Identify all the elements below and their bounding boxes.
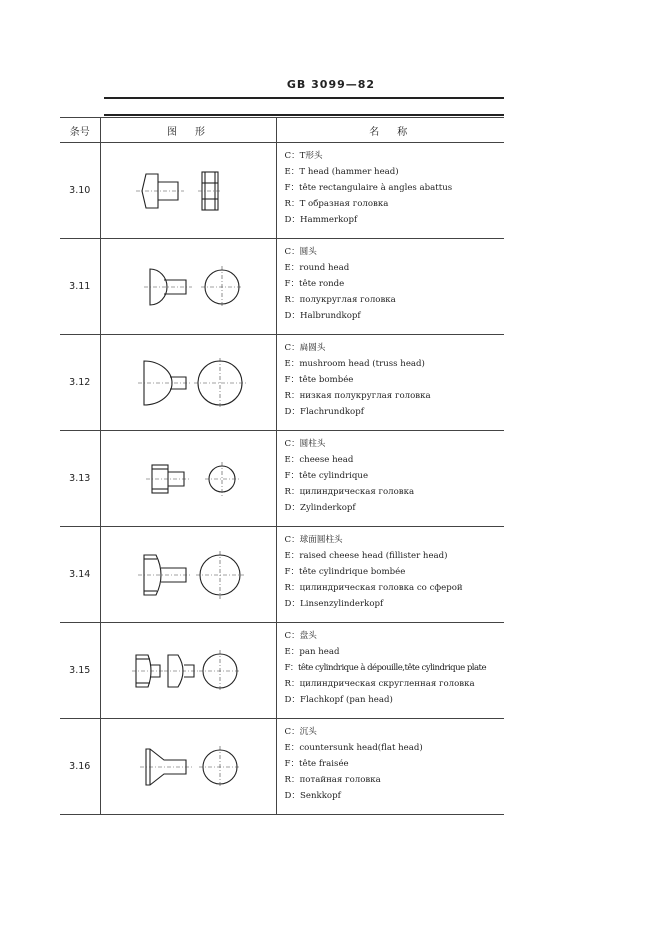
name-chinese: C：圆头 <box>284 247 317 257</box>
round-head-drawing <box>128 257 248 317</box>
name-german: D：Flachkopf (pan head) <box>284 695 393 705</box>
standard-number: GB 3099—82 <box>286 78 376 91</box>
table-row <box>60 527 504 623</box>
table-row <box>60 623 504 719</box>
table-row <box>60 719 504 815</box>
name-chinese: C：球面圆柱头 <box>284 535 343 545</box>
mushroom-head-figure <box>100 335 276 431</box>
table-row <box>60 335 504 431</box>
name-english: E：T head (hammer head) <box>284 167 399 177</box>
name-russian: R：потайная головка <box>284 775 381 785</box>
name-chinese: C：圆柱头 <box>284 439 326 449</box>
item-number: 3.15 <box>60 623 100 719</box>
name-chinese: C：T形头 <box>284 151 323 161</box>
name-german: D：Zylinderkopf <box>284 503 356 513</box>
name-french: F：tête cylindrique bombée <box>284 567 406 577</box>
pan-head-drawing <box>128 641 248 701</box>
item-number: 3.12 <box>60 335 100 431</box>
name-german: D：Hammerkopf <box>284 215 358 225</box>
t-head-drawing <box>128 161 248 221</box>
name-german: D：Senkkopf <box>284 791 341 801</box>
col-header-number: 条号 <box>60 118 100 143</box>
name-russian: R：низкая полукруглая головка <box>284 391 431 401</box>
countersunk-head-drawing <box>128 737 248 797</box>
name-french: F：tête fraisée <box>284 759 349 769</box>
name-english: E：round head <box>284 263 350 273</box>
col-header-figure: 图 形 <box>100 118 276 143</box>
head-types-table <box>60 117 504 815</box>
item-number: 3.11 <box>60 239 100 335</box>
name-french: F：tête bombée <box>284 375 354 385</box>
name-russian: R：T образная головка <box>284 199 389 209</box>
table-header-row <box>60 118 504 143</box>
name-chinese: C：沉头 <box>284 727 317 737</box>
name-chinese: C：扁圆头 <box>284 343 326 353</box>
name-french: F：tête cylindrique <box>284 471 369 481</box>
item-number: 3.14 <box>60 527 100 623</box>
round-head-figure <box>100 239 276 335</box>
cheese-head-figure <box>100 431 276 527</box>
raised-cheese-head-drawing <box>128 545 248 605</box>
cheese-head-drawing <box>128 449 248 509</box>
name-english: E：raised cheese head (fillister head) <box>284 551 448 561</box>
name-chinese: C：盘头 <box>284 631 317 641</box>
item-number: 3.13 <box>60 431 100 527</box>
col-header-name: 名 称 <box>276 118 504 143</box>
raised-cheese-head-figure <box>100 527 276 623</box>
item-number: 3.10 <box>60 143 100 239</box>
table-top-rule <box>104 114 504 116</box>
name-german: D：Halbrundkopf <box>284 311 361 321</box>
name-russian: R：полукруглая головка <box>284 295 396 305</box>
name-french: F：tête rectangulaire à angles abattus <box>284 183 453 193</box>
item-number: 3.16 <box>60 719 100 815</box>
name-english: E：pan head <box>284 647 340 657</box>
t-head-figure <box>100 143 276 239</box>
name-german: D：Flachrundkopf <box>284 407 364 417</box>
name-french: F：tête ronde <box>284 279 345 289</box>
name-english: E：cheese head <box>284 455 354 465</box>
table-row <box>60 239 504 335</box>
name-russian: R：цилиндрическая головка со сферой <box>284 583 463 593</box>
name-english: E：mushroom head (truss head) <box>284 359 425 369</box>
mushroom-head-drawing <box>128 353 248 413</box>
name-russian: R：цилиндрическая головка <box>284 487 415 497</box>
name-russian: R：цилиндрическая скругленная головка <box>284 679 475 689</box>
header-rule <box>104 97 504 99</box>
name-french: F：tête cylindrique à dépouille,tête cylindrique plate <box>284 663 486 673</box>
name-english: E：countersunk head(flat head) <box>284 743 423 753</box>
table-row <box>60 431 504 527</box>
countersunk-head-figure <box>100 719 276 815</box>
pan-head-figure <box>100 623 276 719</box>
name-german: D：Linsenzylinderkopf <box>284 599 384 609</box>
table-row <box>60 143 504 239</box>
